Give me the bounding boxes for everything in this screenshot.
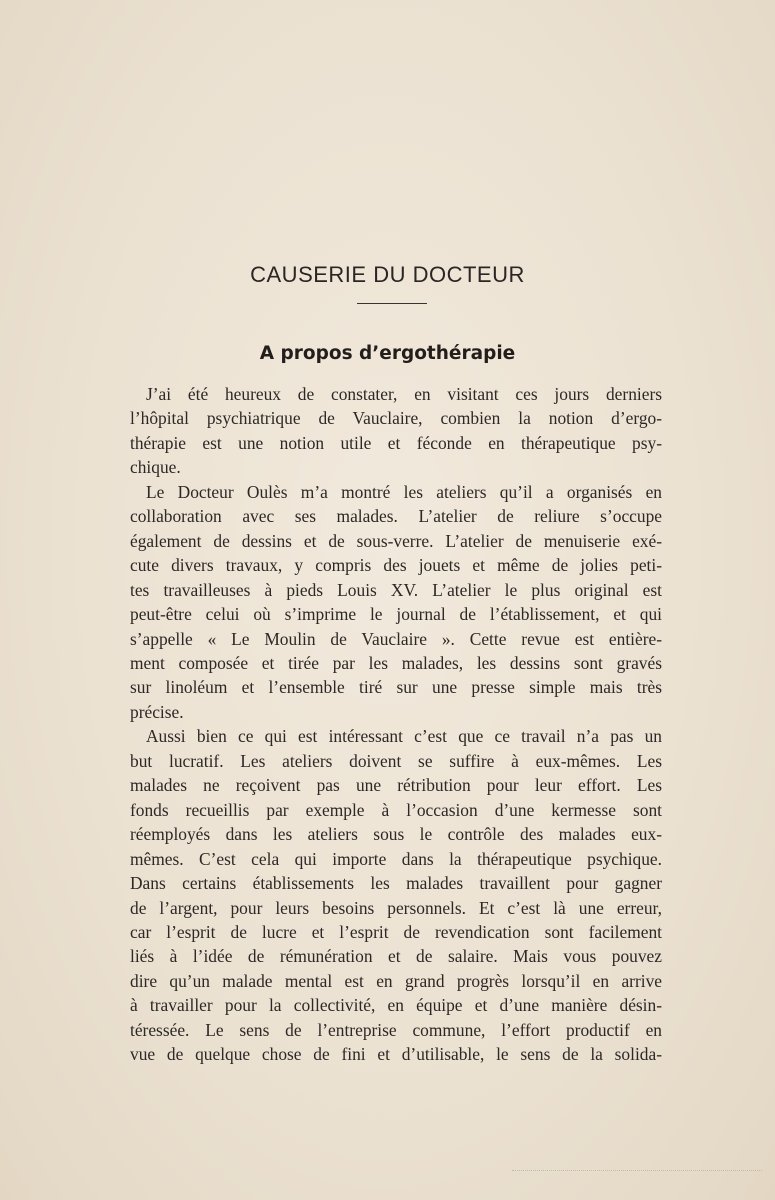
text-line: liés à l’idée de rémunération et de salaire. Mais vous pouvez xyxy=(130,946,662,967)
text-line: téressée. Le sens de l’entreprise commune, l’effort productif en xyxy=(130,1019,662,1040)
text-line: mêmes. C’est cela qui importe dans la thérapeutique psychique. xyxy=(130,848,662,869)
text-line: peut-être celui où s’imprime le journal de l’établissement, et qui xyxy=(130,604,662,625)
text-line: dire qu’un malade mental est en grand progrès lorsqu’il en arrive xyxy=(130,970,662,991)
text-line: Aussi bien ce qui est intéressant c’est que ce travail n’a pas un xyxy=(146,726,662,747)
text-line: Le Docteur Oulès m’a montré les ateliers qu’il a organisés en xyxy=(146,481,662,502)
text-line: s’appelle « Le Moulin de Vauclaire ». Cette revue est entière- xyxy=(130,628,662,649)
article-body xyxy=(130,382,662,1067)
text-line: précise. xyxy=(130,701,184,722)
text-line: à travailler pour la collectivité, en équipe et d’une manière désin- xyxy=(130,995,662,1016)
paragraph-2 xyxy=(130,480,662,725)
text-line: chique. xyxy=(130,457,181,478)
text-line: collaboration avec ses malades. L’atelier de reliure s’occupe xyxy=(130,506,662,527)
text-line: sur linoléum et l’ensemble tiré sur une presse simple mais très xyxy=(130,677,662,698)
text-line: l’hôpital psychiatrique de Vauclaire, combien la notion d’ergo- xyxy=(130,408,662,429)
text-line: de l’argent, pour leurs besoins personnels. Et c’est là une erreur, xyxy=(130,897,662,918)
text-line: fonds recueillis par exemple à l’occasion d’une kermesse sont xyxy=(130,799,662,820)
text-line: tes travailleuses à pieds Louis XV. L’atelier le plus original est xyxy=(130,579,662,600)
text-line: cute divers travaux, y compris des jouets et même de jolies peti- xyxy=(130,555,662,576)
heading-divider xyxy=(357,303,427,304)
text-line: vue de quelque chose de fini et d’utilisable, le sens de la solida- xyxy=(130,1044,662,1065)
text-line: malades ne reçoivent pas une rétribution pour leur effort. Les xyxy=(130,775,662,796)
text-line: réemployés dans les ateliers sous le contrôle des malades eux- xyxy=(130,824,662,845)
text-line: car l’esprit de lucre et l’esprit de revendication sont facilement xyxy=(130,921,662,942)
text-line: ment composée et tirée par les malades, les dessins sont gravés xyxy=(130,652,662,673)
print-speckle xyxy=(512,1170,762,1173)
text-line: Dans certains établissements les malades travaillent pour gagner xyxy=(130,873,662,894)
section-heading: CAUSERIE DU DOCTEUR xyxy=(250,262,525,287)
text-line: thérapie est une notion utile et féconde en thérapeutique psy- xyxy=(130,432,662,453)
paragraph-3 xyxy=(130,724,662,1066)
text-line: également de dessins et de sous-verre. L’atelier de menuiserie exé- xyxy=(130,530,662,551)
paragraph-1 xyxy=(130,382,662,480)
article-title: A propos d’ergothérapie xyxy=(259,343,516,364)
text-line: but lucratif. Les ateliers doivent se suffire à eux-mêmes. Les xyxy=(130,750,662,771)
text-line: J’ai été heureux de constater, en visitant ces jours derniers xyxy=(146,384,662,404)
